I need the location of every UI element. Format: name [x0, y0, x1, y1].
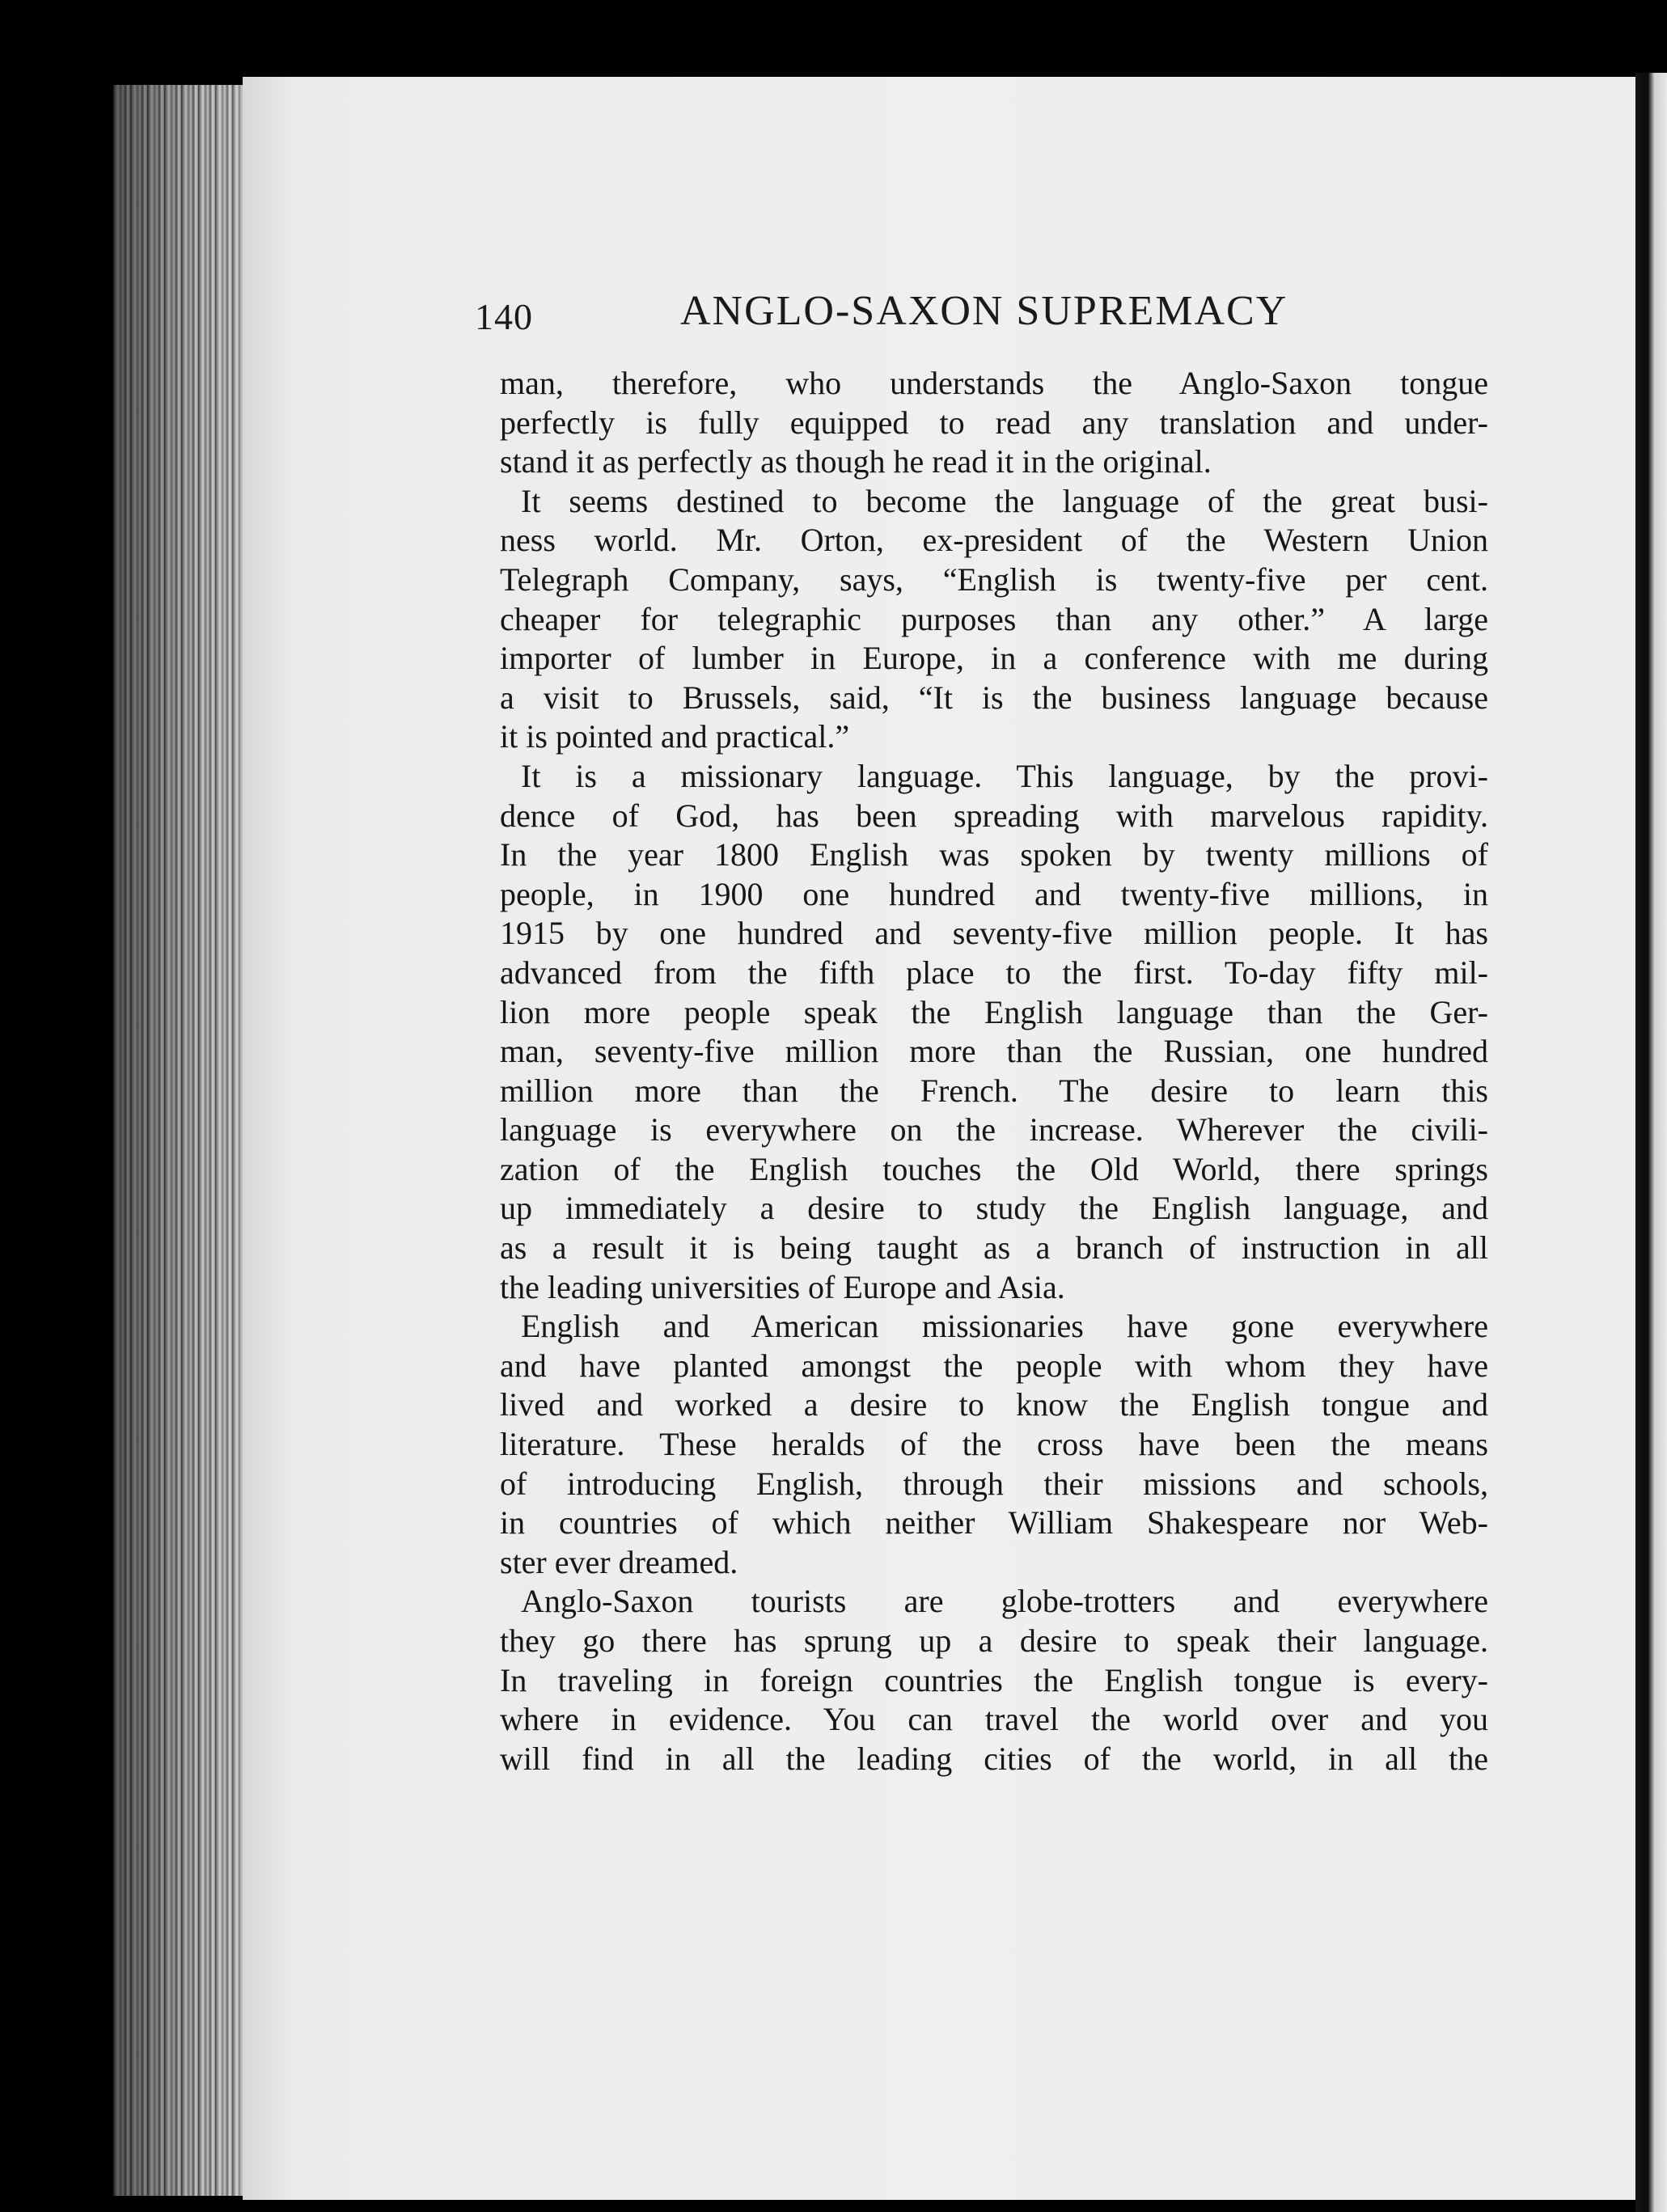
body-text: [500, 364, 1488, 1778]
text-line: cheaper for telegraphic purposes than any other.” A large: [500, 600, 1488, 637]
text-line: up immediately a desire to study the English language, and: [500, 1190, 1488, 1227]
text-line: it is pointed and practical.”: [500, 718, 850, 755]
text-line: Anglo-Saxon tourists are globe-trotters and everywhere: [521, 1583, 1488, 1620]
text-line: It seems destined to become the language of the great busi-: [521, 482, 1488, 519]
text-line: ster ever dreamed.: [500, 1543, 738, 1580]
text-line: 1915 by one hundred and seventy-five million people. It has: [500, 915, 1488, 952]
text-line: stand it as perfectly as though he read it in the original.: [500, 443, 1212, 480]
text-line: advanced from the fifth place to the first. To-day fifty mil-: [500, 954, 1488, 991]
paragraph: [500, 1582, 1488, 1778]
paragraph: [500, 482, 1488, 757]
text-line: perfectly is fully equipped to read any translation and under-: [500, 404, 1488, 441]
text-line: man, seventy-five million more than the Russian, one hundred: [500, 1033, 1488, 1070]
text-line: the leading universities of Europe and Asia.: [500, 1268, 1065, 1305]
paragraph: [500, 757, 1488, 1307]
text-line: as a result it is being taught as a branch of instruction in all: [500, 1229, 1488, 1267]
text-line: they go there has sprung up a desire to speak their language.: [500, 1622, 1488, 1659]
text-line: man, therefore, who understands the Anglo-Saxon tongue: [500, 365, 1488, 401]
text-line: In traveling in foreign countries the English tongue is every-: [500, 1661, 1488, 1698]
text-line: dence of God, has been spreading with marvelous rapidity.: [500, 797, 1488, 834]
text-line: will find in all the leading cities of the world, in all the: [500, 1740, 1488, 1777]
text-line: lived and worked a desire to know the English tongue and: [500, 1386, 1488, 1423]
text-line: a visit to Brussels, said, “It is the business language because: [500, 679, 1488, 716]
text-line: in countries of which neither William Shakespeare nor Web-: [500, 1504, 1488, 1542]
text-line: language is everywhere on the increase. Wherever the civili-: [500, 1111, 1488, 1148]
text-line: It is a missionary language. This language, by the provi-: [521, 757, 1488, 794]
paragraph: [500, 364, 1488, 482]
text-line: and have planted amongst the people with whom they have: [500, 1347, 1488, 1384]
text-line: English and American missionaries have gone everywhere: [521, 1308, 1488, 1345]
text-line: literature. These heralds of the cross have been the means: [500, 1426, 1488, 1463]
paragraph: [500, 1307, 1488, 1582]
binding-edge: [1635, 73, 1667, 2212]
text-line: zation of the English touches the Old World, there springs: [500, 1150, 1488, 1187]
text-line: people, in 1900 one hundred and twenty-five millions, in: [500, 875, 1488, 912]
running-head: [475, 287, 1308, 352]
text-line: ness world. Mr. Orton, ex-president of the Western Union: [500, 522, 1488, 559]
running-title: ANGLO-SAXON SUPREMACY: [680, 288, 1288, 334]
page-number: 140: [475, 296, 533, 337]
text-line: importer of lumber in Europe, in a conference with me during: [500, 640, 1488, 677]
text-line: million more than the French. The desire to learn this: [500, 1072, 1488, 1109]
text-line: where in evidence. You can travel the world over and you: [500, 1701, 1488, 1738]
page-stack-shadow: [113, 85, 259, 2196]
text-line: of introducing English, through their missions and schools,: [500, 1465, 1488, 1502]
text-line: lion more people speak the English language than the Ger-: [500, 993, 1488, 1030]
text-line: Telegraph Company, says, “English is twenty-five per cent.: [500, 560, 1488, 598]
text-line: In the year 1800 English was spoken by twenty millions of: [500, 836, 1488, 873]
